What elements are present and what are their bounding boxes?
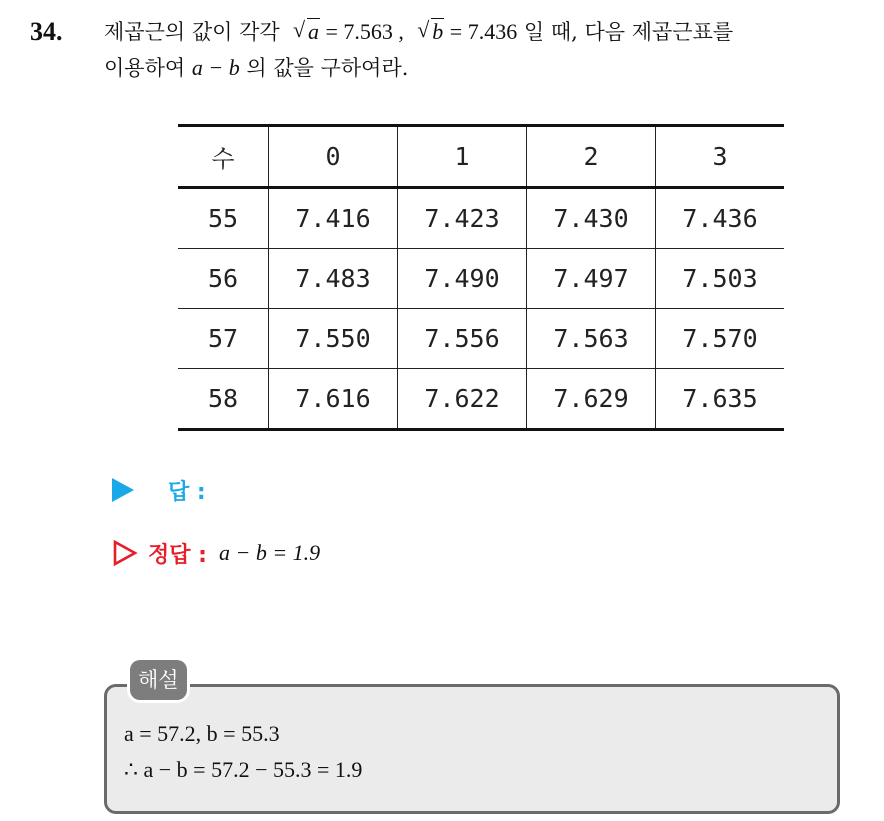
table-cell: 7.490 bbox=[398, 249, 527, 309]
sqrt-b-variable: b bbox=[432, 19, 444, 44]
sqrt-b-expression: √ b = 7.436 bbox=[417, 17, 518, 44]
explanation-line-1: a = 57.2, b = 55.3 bbox=[124, 721, 280, 746]
explanation-line-2: ∴ a − b = 57.2 − 55.3 = 1.9 bbox=[124, 757, 363, 782]
table-cell: 7.423 bbox=[398, 188, 527, 249]
question-expression: a − b bbox=[191, 55, 240, 80]
play-solid-icon bbox=[112, 478, 134, 502]
question-line-1 bbox=[104, 14, 874, 50]
correct-answer-row bbox=[112, 534, 320, 572]
sqrt-a-value: = 7.563 , bbox=[325, 19, 404, 44]
explanation-tab: 해설 bbox=[130, 660, 187, 700]
table-cell: 58 bbox=[178, 369, 269, 430]
question-number: 34. bbox=[30, 17, 63, 46]
sqrt-b-value: = 7.436 bbox=[449, 19, 518, 44]
table-cell: 7.430 bbox=[527, 188, 656, 249]
sqrt-a-expression: √ a = 7.563 , bbox=[293, 17, 404, 44]
table-cell: 7.563 bbox=[527, 309, 656, 369]
question-line-2 bbox=[104, 50, 874, 86]
question-line1-before: 제곱근의 값이 각각 bbox=[104, 20, 280, 44]
table-cell: 57 bbox=[178, 309, 269, 369]
table-cell: 56 bbox=[178, 249, 269, 309]
table-header-cell: 3 bbox=[656, 126, 785, 188]
play-outline-icon bbox=[112, 539, 138, 567]
table-cell: 55 bbox=[178, 188, 269, 249]
table-cell: 7.483 bbox=[269, 249, 398, 309]
question-line1-after: 일 때, 다음 제곱근표를 bbox=[523, 20, 734, 44]
table-header-cell: 1 bbox=[398, 126, 527, 188]
answer-row bbox=[112, 472, 206, 508]
table-cell: 7.622 bbox=[398, 369, 527, 430]
table-cell: 7.616 bbox=[269, 369, 398, 430]
table-row bbox=[178, 188, 784, 249]
table-cell: 7.497 bbox=[527, 249, 656, 309]
correct-answer-label: 정답 : bbox=[148, 542, 207, 568]
square-root-table bbox=[178, 124, 784, 431]
table-header-cell: 2 bbox=[527, 126, 656, 188]
correct-answer-value: a − b = 1.9 bbox=[218, 540, 321, 565]
sqrt-a-variable: a bbox=[308, 19, 319, 44]
table-header-cell: 0 bbox=[269, 126, 398, 188]
table-cell: 7.635 bbox=[656, 369, 785, 430]
table-cell: 7.629 bbox=[527, 369, 656, 430]
question-line2-before: 이용하여 bbox=[104, 56, 186, 80]
table-row bbox=[178, 249, 784, 309]
table-cell: 7.570 bbox=[656, 309, 785, 369]
question-text bbox=[104, 14, 874, 86]
table-header-row bbox=[178, 126, 784, 188]
table-cell: 7.436 bbox=[656, 188, 785, 249]
table-row bbox=[178, 309, 784, 369]
question-line2-after: 의 값을 구하여라. bbox=[246, 56, 409, 80]
answer-label: 답 : bbox=[168, 479, 206, 505]
table-cell: 7.550 bbox=[269, 309, 398, 369]
explanation-content bbox=[124, 716, 362, 788]
table-cell: 7.416 bbox=[269, 188, 398, 249]
table-row bbox=[178, 369, 784, 430]
table-header-cell: 수 bbox=[178, 126, 269, 188]
table-cell: 7.503 bbox=[656, 249, 785, 309]
table-cell: 7.556 bbox=[398, 309, 527, 369]
